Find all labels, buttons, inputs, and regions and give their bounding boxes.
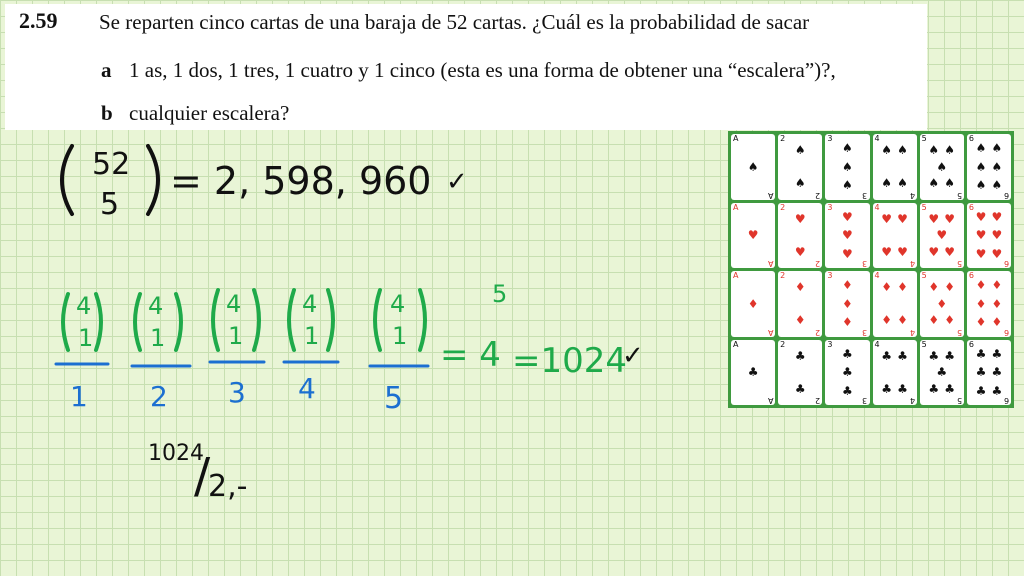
- suit-pip-icon: ♠: [944, 176, 956, 191]
- suit-pip-icon: ♠: [881, 176, 893, 191]
- playing-card: [778, 203, 822, 269]
- suit-pip-icon: ♠: [975, 141, 987, 156]
- result-check-mark: ✓: [622, 341, 644, 371]
- suit-pip-icon: ♦: [975, 278, 987, 293]
- playing-card: [731, 271, 775, 337]
- playing-card: [920, 134, 964, 200]
- suit-pip-icon: ♠: [842, 178, 853, 193]
- factor-top: 4: [148, 292, 164, 320]
- suit-pip-icon: ♥: [928, 244, 940, 259]
- card-rank: 5: [956, 396, 962, 405]
- suit-pip-icon: ♣: [881, 381, 893, 396]
- card-rank: 3: [862, 396, 868, 405]
- factor-3: [210, 290, 264, 409]
- division-slash: /: [194, 448, 211, 504]
- suit-pip-icon: ♥: [881, 244, 893, 259]
- suit-pip-icon: ♣: [794, 348, 806, 363]
- slot-number: 2: [150, 380, 168, 413]
- factor-bottom: 1: [78, 324, 94, 352]
- playing-card: [731, 203, 775, 269]
- playing-card: [825, 271, 869, 337]
- card-rank: 5: [956, 327, 962, 337]
- card-rank: 4: [874, 339, 880, 349]
- playing-card: [873, 271, 917, 337]
- factor-top: 4: [226, 290, 242, 318]
- suit-pip-icon: ♥: [897, 244, 908, 259]
- playing-card: [778, 134, 822, 200]
- card-deck-grid: [728, 131, 1014, 408]
- slot-number: 3: [228, 376, 246, 409]
- card-rank: 3: [827, 134, 833, 143]
- card-rank: 6: [968, 271, 974, 280]
- card-rank: A: [767, 396, 774, 405]
- suit-pip-icon: ♣: [842, 365, 853, 380]
- problem-statement: Se reparten cinco cartas de una baraja de 52 cartas. ¿Cuál es la probabilidad de sacar: [99, 10, 810, 34]
- suit-pip-icon: ♦: [794, 280, 806, 295]
- suit-pip-icon: ♦: [936, 296, 948, 311]
- card-rank: A: [767, 259, 774, 268]
- suit-pip-icon: ♣: [975, 365, 987, 380]
- factor-2: [132, 292, 190, 413]
- suit-pip-icon: ♠: [794, 143, 806, 158]
- card-rank: 3: [827, 202, 833, 212]
- suit-pip-icon: ♦: [991, 278, 1003, 293]
- suit-pip-icon: ♦: [944, 313, 956, 328]
- playing-card: [967, 203, 1011, 269]
- suit-pip-icon: ♥: [747, 228, 759, 243]
- playing-card: [920, 271, 964, 337]
- playing-card: [825, 134, 869, 200]
- card-rank: A: [733, 339, 739, 349]
- part-b-text: cualquier escalera?: [129, 101, 290, 125]
- total-check-mark: ✓: [446, 167, 468, 197]
- suit-pip-icon: ♦: [991, 315, 1003, 330]
- suit-pip-icon: ♠: [897, 176, 908, 191]
- suit-pip-icon: ♦: [928, 313, 940, 328]
- suit-pip-icon: ♥: [944, 211, 956, 226]
- suit-pip-icon: ♣: [928, 381, 940, 396]
- part-b-label: b: [101, 101, 113, 125]
- playing-card: [920, 203, 964, 269]
- suit-pip-icon: ♠: [747, 159, 759, 174]
- suit-pip-icon: ♦: [991, 296, 1003, 311]
- suit-pip-icon: ♦: [928, 280, 940, 295]
- card-rank: 6: [968, 134, 974, 143]
- suit-pip-icon: ♣: [991, 346, 1003, 361]
- factor-top: 4: [76, 292, 92, 320]
- slot-number: 1: [70, 380, 88, 413]
- suit-pip-icon: ♣: [842, 346, 853, 361]
- card-rank: 3: [862, 190, 868, 200]
- suit-pip-icon: ♦: [842, 296, 853, 311]
- card-rank: 3: [827, 339, 833, 349]
- suit-pip-icon: ♠: [975, 159, 987, 174]
- suit-pip-icon: ♠: [794, 176, 806, 191]
- suit-pip-icon: ♣: [928, 348, 940, 363]
- total-binom-bottom: 5: [100, 187, 120, 222]
- playing-card: [967, 340, 1011, 406]
- factor-5: [370, 290, 428, 416]
- factor-4: [284, 290, 338, 405]
- part-a-label: a: [101, 58, 112, 82]
- total-binom-top: 52: [92, 147, 131, 182]
- playing-card: [967, 271, 1011, 337]
- suit-pip-icon: ♣: [842, 383, 853, 398]
- equals-1024: =1024: [512, 341, 628, 381]
- suit-pip-icon: ♦: [747, 296, 759, 311]
- card-rank: A: [733, 134, 739, 143]
- card-rank: 6: [968, 339, 974, 349]
- suit-pip-icon: ♦: [881, 313, 893, 328]
- card-rank: 4: [909, 396, 915, 405]
- suit-pip-icon: ♥: [794, 211, 806, 226]
- suit-pip-icon: ♣: [944, 348, 956, 363]
- card-rank: 2: [780, 202, 786, 212]
- card-rank: 6: [1003, 396, 1009, 405]
- suit-pip-icon: ♥: [881, 211, 893, 226]
- suit-pip-icon: ♣: [991, 365, 1003, 380]
- suit-pip-icon: ♥: [944, 244, 956, 259]
- card-rank: 6: [1003, 259, 1009, 268]
- suit-pip-icon: ♥: [842, 228, 853, 243]
- suit-pip-icon: ♣: [975, 383, 987, 398]
- card-rank: 6: [1003, 327, 1009, 337]
- playing-card: [731, 340, 775, 406]
- suit-pip-icon: ♣: [794, 381, 806, 396]
- suit-pip-icon: ♦: [975, 296, 987, 311]
- suit-pip-icon: ♠: [991, 178, 1003, 193]
- card-rank: A: [733, 202, 739, 212]
- card-rank: 2: [815, 259, 821, 268]
- suit-pip-icon: ♥: [897, 211, 908, 226]
- playing-card: [825, 340, 869, 406]
- card-rank: 2: [815, 396, 821, 405]
- card-rank: 4: [874, 202, 880, 212]
- suit-pip-icon: ♠: [936, 159, 948, 174]
- playing-card: [825, 203, 869, 269]
- suit-pip-icon: ♣: [747, 365, 759, 380]
- suit-pip-icon: ♠: [897, 143, 908, 158]
- suit-pip-icon: ♦: [842, 315, 853, 330]
- card-rank: 3: [827, 271, 833, 280]
- card-rank: 5: [956, 259, 962, 268]
- suit-pip-icon: ♦: [842, 278, 853, 293]
- suit-pip-icon: ♦: [897, 280, 908, 295]
- suit-pip-icon: ♣: [991, 383, 1003, 398]
- suit-pip-icon: ♥: [975, 246, 987, 261]
- suit-pip-icon: ♠: [975, 178, 987, 193]
- suit-pip-icon: ♥: [991, 246, 1003, 261]
- card-rank: 2: [780, 271, 786, 280]
- suit-pip-icon: ♠: [842, 141, 853, 156]
- slot-number: 5: [384, 381, 404, 416]
- suit-pip-icon: ♦: [944, 280, 956, 295]
- playing-card: [920, 340, 964, 406]
- suit-pip-icon: ♦: [794, 313, 806, 328]
- suit-pip-icon: ♦: [897, 313, 908, 328]
- suit-pip-icon: ♠: [991, 141, 1003, 156]
- total-result: = 2, 598, 960: [170, 159, 432, 203]
- factor-top: 4: [390, 290, 406, 318]
- card-rank: 2: [815, 327, 821, 337]
- card-rank: A: [767, 190, 774, 200]
- playing-card: [967, 134, 1011, 200]
- card-rank: 4: [909, 190, 915, 200]
- playing-card: [873, 134, 917, 200]
- suit-pip-icon: ♠: [928, 176, 940, 191]
- suit-pip-icon: ♠: [928, 143, 940, 158]
- problem-number: 2.59: [19, 8, 58, 33]
- card-rank: 5: [921, 271, 927, 280]
- factor-1: [56, 292, 108, 413]
- suit-pip-icon: ♣: [897, 348, 908, 363]
- card-rank: A: [767, 327, 774, 337]
- factor-bottom: 1: [228, 322, 244, 350]
- total-paren-right: [148, 146, 158, 214]
- card-rank: 5: [921, 339, 927, 349]
- card-rank: 4: [909, 327, 915, 337]
- equals-four: = 4: [440, 335, 501, 375]
- suit-pip-icon: ♣: [881, 348, 893, 363]
- suit-pip-icon: ♥: [842, 209, 853, 224]
- suit-pip-icon: ♠: [842, 159, 853, 174]
- suit-pip-icon: ♠: [991, 159, 1003, 174]
- suit-pip-icon: ♥: [991, 209, 1003, 224]
- total-paren-left: [62, 146, 72, 214]
- suit-pip-icon: ♥: [936, 228, 948, 243]
- factor-top: 4: [302, 290, 318, 318]
- card-rank: A: [733, 271, 739, 280]
- card-rank: 3: [862, 259, 868, 268]
- exponent-five: 5: [492, 280, 508, 308]
- playing-card: [778, 340, 822, 406]
- card-rank: 6: [968, 202, 974, 212]
- card-rank: 5: [921, 202, 927, 212]
- slot-number: 4: [298, 372, 316, 405]
- factor-bottom: 1: [150, 324, 166, 352]
- card-rank: 2: [815, 190, 821, 200]
- suit-pip-icon: ♣: [944, 381, 956, 396]
- factor-bottom: 1: [304, 322, 320, 350]
- card-rank: 3: [862, 327, 868, 337]
- suit-pip-icon: ♣: [975, 346, 987, 361]
- division-denominator: 2,-: [208, 469, 248, 504]
- suit-pip-icon: ♣: [936, 365, 948, 380]
- suit-pip-icon: ♥: [928, 211, 940, 226]
- suit-pip-icon: ♥: [975, 228, 987, 243]
- playing-card: [778, 271, 822, 337]
- card-rank: 2: [780, 134, 786, 143]
- suit-pip-icon: ♦: [881, 280, 893, 295]
- card-rank: 4: [874, 134, 880, 143]
- suit-pip-icon: ♦: [975, 315, 987, 330]
- card-rank: 4: [874, 271, 880, 280]
- suit-pip-icon: ♠: [881, 143, 893, 158]
- suit-pip-icon: ♥: [794, 244, 806, 259]
- playing-card: [873, 340, 917, 406]
- playing-card: [731, 134, 775, 200]
- part-a-text: 1 as, 1 dos, 1 tres, 1 cuatro y 1 cinco (esta es una forma de obtener una “escalera”)?,: [129, 58, 836, 82]
- playing-card: [873, 203, 917, 269]
- card-rank: 5: [921, 134, 927, 143]
- card-rank: 6: [1003, 190, 1009, 200]
- suit-pip-icon: ♣: [897, 381, 908, 396]
- suit-pip-icon: ♥: [991, 228, 1003, 243]
- card-rank: 4: [909, 259, 915, 268]
- card-rank: 5: [956, 190, 962, 200]
- card-rank: 2: [780, 339, 786, 349]
- factor-bottom: 1: [392, 322, 408, 350]
- suit-pip-icon: ♠: [944, 143, 956, 158]
- suit-pip-icon: ♥: [842, 246, 853, 261]
- suit-pip-icon: ♥: [975, 209, 987, 224]
- division-numerator: 1024: [148, 441, 204, 466]
